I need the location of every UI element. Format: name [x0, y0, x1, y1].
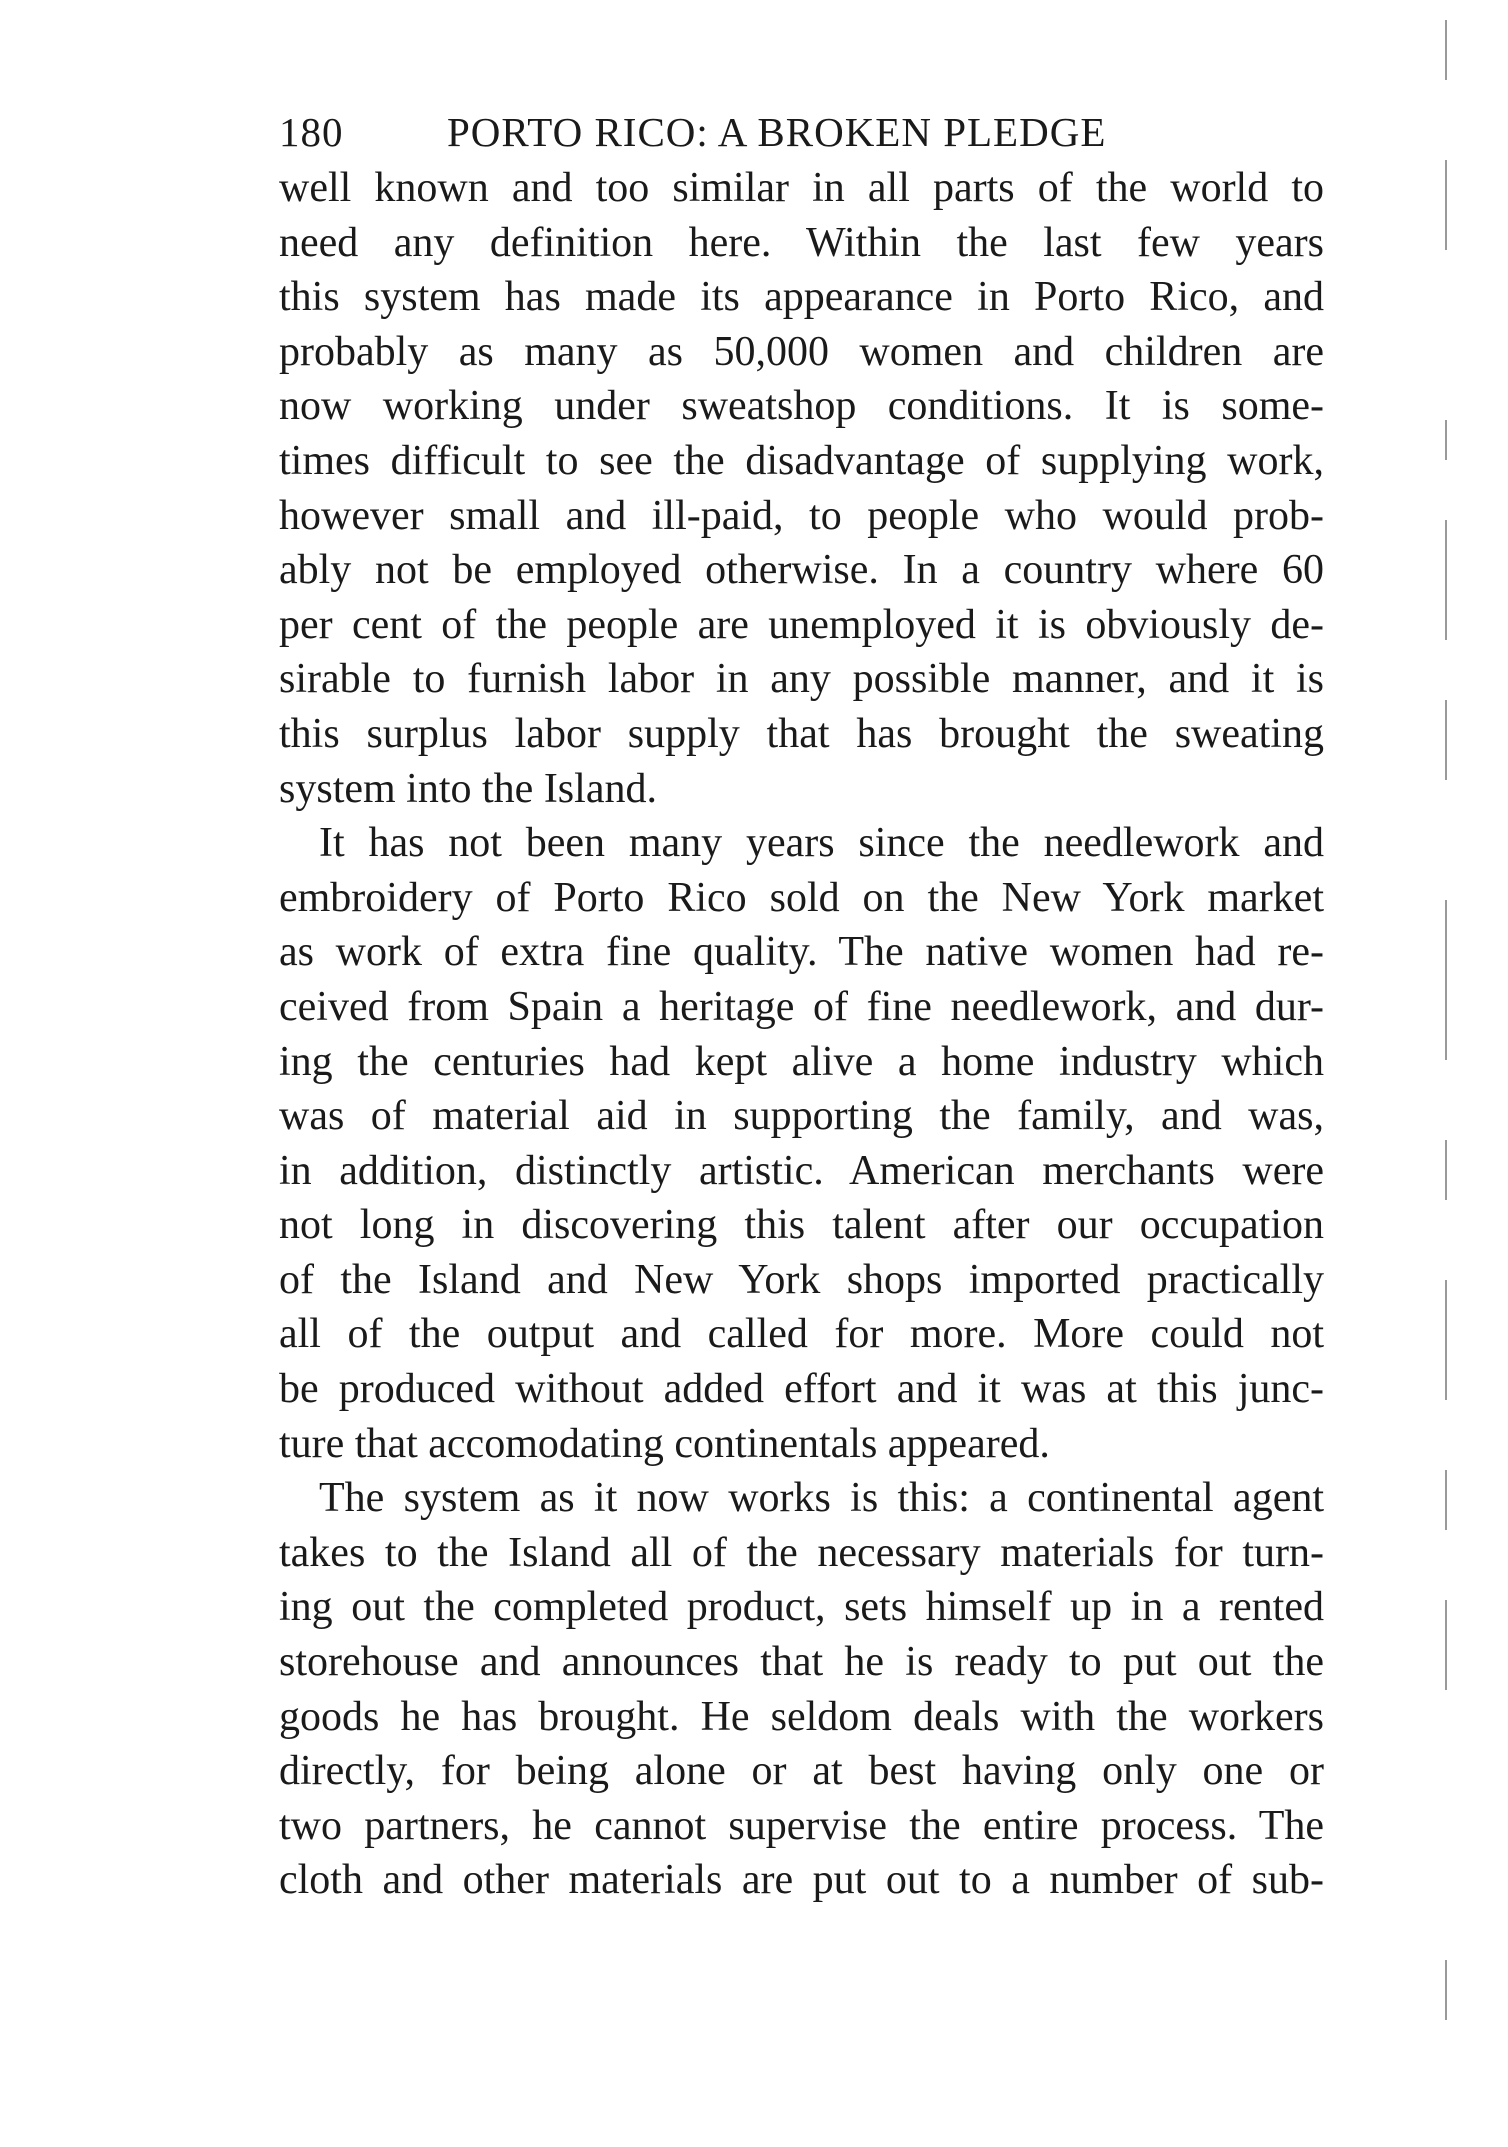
- text-line: goods he has brought. He seldom deals with the workers: [279, 1693, 1324, 1740]
- running-head: [279, 104, 1319, 160]
- text-line: embroidery of Porto Rico sold on the New York market: [279, 874, 1324, 921]
- running-title: PORTO RICO: A BROKEN PLEDGE: [447, 109, 1107, 155]
- text-line: It has not been many years since the needlework and: [319, 820, 1324, 867]
- paragraph-1: [279, 161, 1324, 816]
- text-line: The system as it now works is this: a continental agent: [319, 1475, 1324, 1522]
- text-line: ing the centuries had kept alive a home industry which: [279, 1038, 1324, 1085]
- text-line: well known and too similar in all parts of the world to: [279, 165, 1324, 211]
- text-line: not long in discovering this talent after our occupation: [279, 1202, 1324, 1249]
- text-line: cloth and other materials are put out to a number of sub-: [279, 1857, 1324, 1904]
- scan-edge-mark: [1445, 900, 1447, 1060]
- scan-edge-mark: [1445, 20, 1447, 80]
- scan-edge-mark: [1445, 1280, 1447, 1400]
- page-number: 180: [279, 109, 344, 155]
- text-line: this surplus labor supply that has brought the sweating: [279, 710, 1324, 757]
- text-line: ceived from Spain a heritage of fine needlework, and dur-: [279, 983, 1324, 1030]
- text-line: times difficult to see the disadvantage of supplying work,: [279, 437, 1324, 484]
- text-line: however small and ill-paid, to people who would prob-: [279, 492, 1324, 539]
- paragraph-2: [279, 816, 1324, 1471]
- scan-edge-mark: [1445, 700, 1447, 780]
- text-line: all of the output and called for more. More could not: [279, 1311, 1324, 1358]
- text-line: sirable to furnish labor in any possible manner, and it is: [279, 656, 1324, 703]
- text-line: probably as many as 50,000 women and children are: [279, 328, 1324, 375]
- text-line: directly, for being alone or at best having only one or: [279, 1748, 1324, 1795]
- scan-edge-mark: [1445, 1470, 1447, 1530]
- paragraph-3: [279, 1471, 1324, 1908]
- body-text: [279, 161, 1324, 1908]
- text-line: per cent of the people are unemployed it is obviously de-: [279, 601, 1324, 648]
- text-line: be produced without added effort and it was at this junc-: [279, 1366, 1324, 1413]
- text-line: takes to the Island all of the necessary materials for turn-: [279, 1529, 1324, 1576]
- text-line: ing out the completed product, sets himself up in a rented: [279, 1584, 1324, 1631]
- text-line: ture that accomodating continentals appeared.: [279, 1420, 1050, 1467]
- text-line: system into the Island.: [279, 765, 657, 812]
- text-line: two partners, he cannot supervise the entire process. The: [279, 1802, 1324, 1849]
- text-line: was of material aid in supporting the family, and was,: [279, 1093, 1324, 1140]
- scan-edge-mark: [1445, 160, 1447, 250]
- text-line: storehouse and announces that he is ready to put out the: [279, 1639, 1324, 1686]
- text-line: need any definition here. Within the last few years: [279, 219, 1324, 266]
- text-line: as work of extra fine quality. The native women had re-: [279, 929, 1324, 976]
- text-line: now working under sweatshop conditions. It is some-: [279, 383, 1324, 430]
- text-line: in addition, distinctly artistic. American merchants were: [279, 1147, 1324, 1194]
- text-line: of the Island and New York shops imported practically: [279, 1256, 1324, 1303]
- text-line: ably not be employed otherwise. In a country where 60: [279, 547, 1324, 594]
- scan-edge-mark: [1445, 1140, 1447, 1200]
- scan-edge-mark: [1445, 1600, 1447, 1690]
- text-line: this system has made its appearance in Porto Rico, and: [279, 274, 1324, 321]
- scan-edge-mark: [1445, 1960, 1447, 2020]
- scan-edge-mark: [1445, 420, 1447, 460]
- scan-edge-mark: [1445, 520, 1447, 640]
